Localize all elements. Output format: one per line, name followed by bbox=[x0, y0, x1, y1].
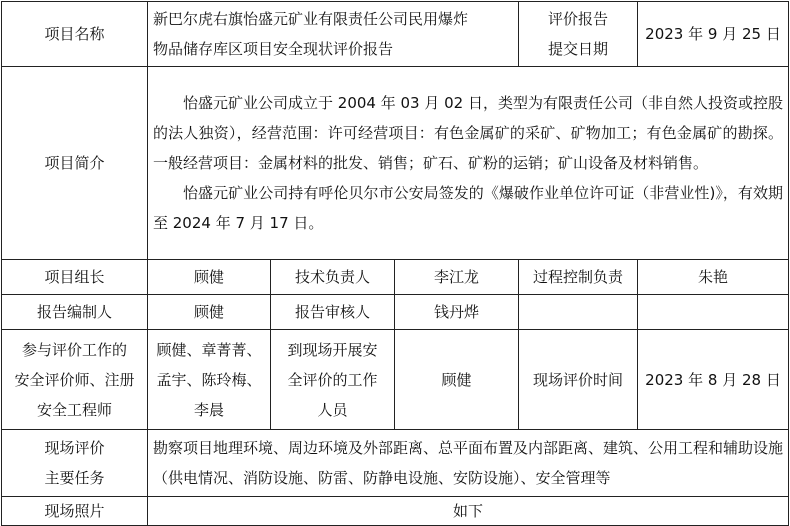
intro-paragraph-2: 怡盛元矿业公司持有呼伦贝尔市公安局签发的《爆破作业单位许可证（非营业性)》，有效期至 2024 年 7 月 17 日。 bbox=[153, 184, 783, 232]
project-name-line1: 新巴尔虎右旗怡盛元矿业有限责任公司民用爆炸 bbox=[153, 10, 469, 28]
leader-value: 顾健 bbox=[148, 260, 271, 295]
reviewer-label: 报告审核人 bbox=[271, 295, 395, 330]
onsite-time-value: 2023 年 8 月 28 日 bbox=[638, 330, 789, 430]
photos-row bbox=[2, 497, 789, 526]
onsite-staff-label bbox=[271, 330, 395, 430]
project-intro-label: 项目简介 bbox=[2, 67, 148, 260]
empty-cell bbox=[519, 295, 638, 330]
intro-paragraph-1: 怡盛元矿业公司成立于 2004 年 03 月 02 日，类型为有限责任公司（非自然人投资或控股的法人独资），经营范围：许可经营项目：有色金属矿的采矿、矿物加工；有色金属矿的勘探。一般经营项目：金属材料的批发、销售；矿石、矿粉的运销；矿山设备及材料销售。 bbox=[153, 94, 783, 172]
process-control-label: 过程控制负责 bbox=[519, 260, 638, 295]
process-control-value: 朱艳 bbox=[638, 260, 789, 295]
project-info-table bbox=[1, 1, 789, 526]
project-name-line2: 物品储存库区项目安全现状评价报告 bbox=[153, 40, 394, 58]
tasks-label-line2: 主要任务 bbox=[44, 469, 105, 487]
submit-date-label-line2: 提交日期 bbox=[547, 40, 608, 58]
tasks-label-line1: 现场评价 bbox=[44, 439, 105, 457]
reviewer-value: 钱丹烨 bbox=[395, 295, 519, 330]
participants-label-line2: 安全评价师、注册 bbox=[14, 370, 135, 389]
participants-line3: 李晨 bbox=[193, 400, 224, 419]
participants-label bbox=[2, 330, 148, 430]
photos-label: 现场照片 bbox=[2, 497, 148, 526]
tasks-value: 勘察项目地理环境、周边环境及外部距离、总平面布置及内部距离、建筑、公用工程和辅助设施（供电情况、消防设施、防雷、防静电设施、安防设施）、安全管理等 bbox=[148, 430, 789, 497]
tasks-row bbox=[2, 430, 789, 497]
onsite-staff-value: 顾健 bbox=[395, 330, 519, 430]
participants-label-line1: 参与评价工作的 bbox=[21, 340, 127, 359]
onsite-staff-label-line3: 人员 bbox=[317, 400, 348, 419]
project-name-row bbox=[2, 2, 789, 67]
leader-row bbox=[2, 260, 789, 295]
tech-lead-label: 技术负责人 bbox=[271, 260, 395, 295]
onsite-time-label: 现场评价时间 bbox=[519, 330, 638, 430]
submit-date-label-line1: 评价报告 bbox=[547, 10, 608, 28]
empty-cell bbox=[638, 295, 789, 330]
participants-value bbox=[148, 330, 271, 430]
author-label: 报告编制人 bbox=[2, 295, 148, 330]
tech-lead-value: 李江龙 bbox=[395, 260, 519, 295]
participants-label-line3: 安全工程师 bbox=[36, 400, 112, 419]
tasks-label bbox=[2, 430, 148, 497]
submit-date-label bbox=[519, 2, 638, 67]
photos-value: 如下 bbox=[148, 497, 789, 526]
participants-row bbox=[2, 330, 789, 430]
onsite-staff-label-line1: 到现场开展安 bbox=[287, 340, 378, 359]
participants-line2: 孟宇、陈玲梅、 bbox=[156, 370, 262, 389]
participants-line1: 顾健、章菁菁、 bbox=[156, 340, 262, 359]
leader-label: 项目组长 bbox=[2, 260, 148, 295]
project-name-value bbox=[148, 2, 519, 67]
onsite-staff-label-line2: 全评价的工作 bbox=[287, 370, 378, 389]
project-intro-row bbox=[2, 67, 789, 260]
project-name-label: 项目名称 bbox=[2, 2, 148, 67]
author-value: 顾健 bbox=[148, 295, 271, 330]
author-row bbox=[2, 295, 789, 330]
submit-date-value: 2023 年 9 月 25 日 bbox=[638, 2, 789, 67]
project-intro-text bbox=[148, 67, 789, 260]
